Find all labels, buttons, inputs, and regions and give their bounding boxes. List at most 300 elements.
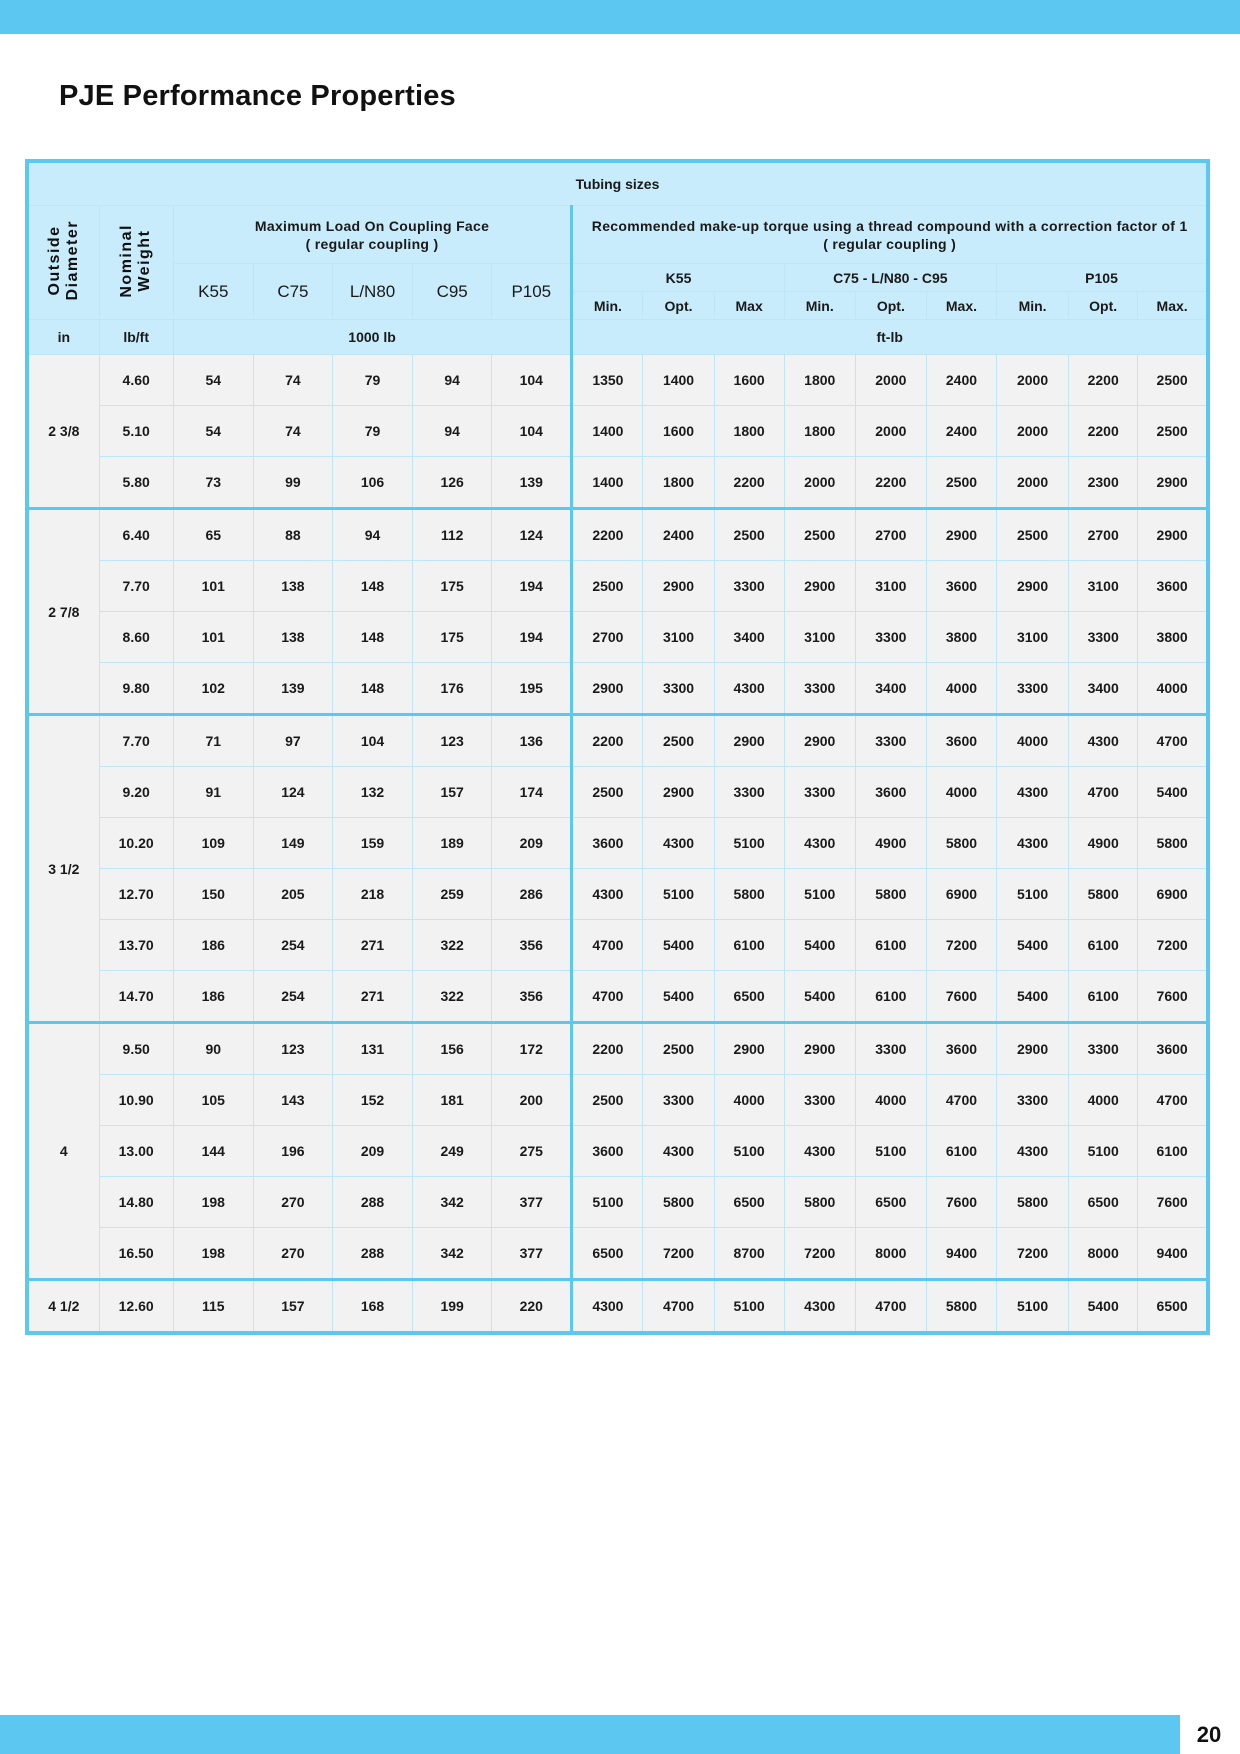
torque-cell: 5100 xyxy=(714,818,784,869)
torque-grade-c75-ln80-c95: C75 - L/N80 - C95 xyxy=(784,264,996,292)
torque-cell: 4700 xyxy=(572,971,643,1023)
torque-cell: 6900 xyxy=(926,869,996,920)
nominal-weight-cell: 5.80 xyxy=(99,457,173,509)
torque-cell: 3100 xyxy=(784,612,855,663)
torque-cell: 4700 xyxy=(643,1280,714,1334)
torque-cell: 5400 xyxy=(643,971,714,1023)
load-cell: 271 xyxy=(332,920,412,971)
torque-cell: 3300 xyxy=(784,1075,855,1126)
torque-cell: 3600 xyxy=(572,1126,643,1177)
load-cell: 377 xyxy=(492,1177,572,1228)
load-cell: 189 xyxy=(413,818,492,869)
load-cell: 181 xyxy=(413,1075,492,1126)
torque-cell: 3300 xyxy=(714,561,784,612)
table-row xyxy=(27,561,1208,612)
torque-cell: 3300 xyxy=(1069,1023,1138,1075)
load-cell: 138 xyxy=(253,612,332,663)
load-cell: 94 xyxy=(413,406,492,457)
outside-diameter-cell: 2 3/8 xyxy=(27,355,99,509)
load-cell: 186 xyxy=(173,971,253,1023)
torque-cell: 5100 xyxy=(714,1280,784,1334)
load-cell: 195 xyxy=(492,663,572,715)
torque-cell: 5800 xyxy=(855,869,926,920)
load-cell: 150 xyxy=(173,869,253,920)
torque-cell: 6500 xyxy=(855,1177,926,1228)
torque-cell: 5100 xyxy=(997,1280,1069,1334)
load-cell: 322 xyxy=(413,920,492,971)
outside-diameter-cell: 2 7/8 xyxy=(27,509,99,715)
load-cell: 218 xyxy=(332,869,412,920)
nominal-weight-cell: 9.80 xyxy=(99,663,173,715)
torque-cell: 2400 xyxy=(643,509,714,561)
torque-cell: 2200 xyxy=(855,457,926,509)
load-cell: 123 xyxy=(413,715,492,767)
torque-cell: 2200 xyxy=(1069,406,1138,457)
torque-cell: 3400 xyxy=(1069,663,1138,715)
torque-cell: 6100 xyxy=(1069,971,1138,1023)
torque-subcol-header: Max. xyxy=(1138,292,1208,320)
load-cell: 271 xyxy=(332,971,412,1023)
load-cell: 115 xyxy=(173,1280,253,1334)
torque-cell: 3600 xyxy=(1138,1023,1208,1075)
torque-cell: 2900 xyxy=(784,715,855,767)
load-cell: 131 xyxy=(332,1023,412,1075)
unit-od: in xyxy=(27,320,99,355)
torque-cell: 8700 xyxy=(714,1228,784,1280)
torque-cell: 5400 xyxy=(1138,767,1208,818)
torque-cell: 1600 xyxy=(714,355,784,406)
torque-subcol-header: Min. xyxy=(572,292,643,320)
load-cell: 220 xyxy=(492,1280,572,1334)
torque-cell: 2500 xyxy=(784,509,855,561)
torque-cell: 8000 xyxy=(855,1228,926,1280)
load-cell: 254 xyxy=(253,971,332,1023)
torque-cell: 5100 xyxy=(855,1126,926,1177)
max-load-header xyxy=(173,206,572,264)
table-row xyxy=(27,869,1208,920)
torque-cell: 5800 xyxy=(1069,869,1138,920)
torque-cell: 2200 xyxy=(572,1023,643,1075)
load-cell: 104 xyxy=(332,715,412,767)
load-cell: 79 xyxy=(332,406,412,457)
torque-cell: 5100 xyxy=(1069,1126,1138,1177)
performance-table-container xyxy=(25,159,1210,1335)
table-row xyxy=(27,457,1208,509)
nominal-weight-cell: 4.60 xyxy=(99,355,173,406)
outside-diameter-cell: 3 1/2 xyxy=(27,715,99,1023)
load-cell: 196 xyxy=(253,1126,332,1177)
load-cell: 90 xyxy=(173,1023,253,1075)
torque-cell: 2400 xyxy=(926,406,996,457)
load-cell: 198 xyxy=(173,1228,253,1280)
torque-subcol-header: Max xyxy=(714,292,784,320)
load-cell: 126 xyxy=(413,457,492,509)
torque-cell: 3600 xyxy=(926,715,996,767)
torque-cell: 6100 xyxy=(855,920,926,971)
table-row xyxy=(27,715,1208,767)
torque-cell: 2900 xyxy=(1138,509,1208,561)
table-row xyxy=(27,663,1208,715)
table-row xyxy=(27,1075,1208,1126)
torque-cell: 4900 xyxy=(1069,818,1138,869)
torque-cell: 2500 xyxy=(926,457,996,509)
torque-cell: 4000 xyxy=(997,715,1069,767)
load-cell: 101 xyxy=(173,561,253,612)
page-title: PJE Performance Properties xyxy=(59,80,456,112)
torque-cell: 4300 xyxy=(784,1126,855,1177)
load-cell: 73 xyxy=(173,457,253,509)
load-cell: 356 xyxy=(492,920,572,971)
torque-cell: 5400 xyxy=(997,920,1069,971)
torque-cell: 3300 xyxy=(997,1075,1069,1126)
table-row xyxy=(27,971,1208,1023)
torque-cell: 7600 xyxy=(926,971,996,1023)
load-cell: 124 xyxy=(492,509,572,561)
torque-cell: 2900 xyxy=(784,561,855,612)
torque-cell: 2000 xyxy=(997,355,1069,406)
torque-cell: 6500 xyxy=(572,1228,643,1280)
torque-cell: 3300 xyxy=(855,612,926,663)
torque-cell: 8000 xyxy=(1069,1228,1138,1280)
load-cell: 148 xyxy=(332,663,412,715)
torque-cell: 3300 xyxy=(855,715,926,767)
load-cell: 175 xyxy=(413,612,492,663)
load-cell: 54 xyxy=(173,355,253,406)
load-cell: 123 xyxy=(253,1023,332,1075)
nominal-weight-cell: 7.70 xyxy=(99,715,173,767)
torque-cell: 2000 xyxy=(784,457,855,509)
torque-cell: 4000 xyxy=(926,767,996,818)
torque-cell: 3300 xyxy=(855,1023,926,1075)
nominal-weight-cell: 10.90 xyxy=(99,1075,173,1126)
torque-subcol-header: Max. xyxy=(926,292,996,320)
load-cell: 198 xyxy=(173,1177,253,1228)
load-cell: 159 xyxy=(332,818,412,869)
torque-cell: 2900 xyxy=(926,509,996,561)
load-cell: 102 xyxy=(173,663,253,715)
load-cell: 109 xyxy=(173,818,253,869)
load-cell: 132 xyxy=(332,767,412,818)
load-cell: 322 xyxy=(413,971,492,1023)
outside-diameter-cell: 4 1/2 xyxy=(27,1280,99,1334)
torque-cell: 2700 xyxy=(572,612,643,663)
max-load-header-line1: Maximum Load On Coupling Face xyxy=(254,217,490,234)
torque-cell: 7200 xyxy=(997,1228,1069,1280)
torque-cell: 2500 xyxy=(572,561,643,612)
load-cell: 99 xyxy=(253,457,332,509)
torque-cell: 5100 xyxy=(784,869,855,920)
performance-table-body xyxy=(27,355,1208,1334)
load-grade-k55: K55 xyxy=(173,264,253,320)
load-cell: 65 xyxy=(173,509,253,561)
nominal-weight-cell: 9.50 xyxy=(99,1023,173,1075)
torque-cell: 3800 xyxy=(1138,612,1208,663)
outside-diameter-header xyxy=(27,206,99,320)
torque-header xyxy=(572,206,1208,264)
torque-cell: 2500 xyxy=(572,767,643,818)
nominal-weight-cell: 9.20 xyxy=(99,767,173,818)
load-cell: 254 xyxy=(253,920,332,971)
nominal-weight-cell: 13.70 xyxy=(99,920,173,971)
torque-grade-k55: K55 xyxy=(572,264,784,292)
load-cell: 377 xyxy=(492,1228,572,1280)
top-accent-bar xyxy=(0,0,1240,34)
load-cell: 148 xyxy=(332,561,412,612)
table-row xyxy=(27,509,1208,561)
torque-cell: 3600 xyxy=(926,561,996,612)
page-number: 20 xyxy=(1196,1722,1222,1747)
torque-cell: 6500 xyxy=(1069,1177,1138,1228)
torque-cell: 5100 xyxy=(714,1126,784,1177)
torque-cell: 3400 xyxy=(714,612,784,663)
torque-cell: 2000 xyxy=(997,406,1069,457)
torque-cell: 1350 xyxy=(572,355,643,406)
torque-cell: 2900 xyxy=(643,767,714,818)
torque-cell: 4300 xyxy=(1069,715,1138,767)
load-grade-p105: P105 xyxy=(492,264,572,320)
unit-weight: lb/ft xyxy=(99,320,173,355)
torque-cell: 4300 xyxy=(784,818,855,869)
torque-cell: 5800 xyxy=(1138,818,1208,869)
torque-cell: 1400 xyxy=(643,355,714,406)
torque-cell: 2700 xyxy=(855,509,926,561)
torque-cell: 4000 xyxy=(926,663,996,715)
nominal-weight-cell: 7.70 xyxy=(99,561,173,612)
torque-cell: 3600 xyxy=(926,1023,996,1075)
torque-cell: 4300 xyxy=(784,1280,855,1334)
load-cell: 200 xyxy=(492,1075,572,1126)
load-cell: 209 xyxy=(332,1126,412,1177)
load-cell: 288 xyxy=(332,1228,412,1280)
load-cell: 148 xyxy=(332,612,412,663)
torque-cell: 2200 xyxy=(572,715,643,767)
torque-cell: 4300 xyxy=(714,663,784,715)
torque-cell: 6500 xyxy=(1138,1280,1208,1334)
torque-cell: 5800 xyxy=(714,869,784,920)
load-cell: 138 xyxy=(253,561,332,612)
performance-table xyxy=(25,159,1210,1335)
torque-cell: 4000 xyxy=(855,1075,926,1126)
torque-cell: 5400 xyxy=(1069,1280,1138,1334)
load-grade-c75: C75 xyxy=(253,264,332,320)
table-row xyxy=(27,1177,1208,1228)
load-cell: 106 xyxy=(332,457,412,509)
load-cell: 71 xyxy=(173,715,253,767)
torque-cell: 4700 xyxy=(1138,1075,1208,1126)
torque-cell: 3800 xyxy=(926,612,996,663)
torque-cell: 7600 xyxy=(926,1177,996,1228)
torque-cell: 2200 xyxy=(1069,355,1138,406)
table-row xyxy=(27,767,1208,818)
nominal-weight-cell: 14.70 xyxy=(99,971,173,1023)
nominal-weight-cell: 5.10 xyxy=(99,406,173,457)
torque-cell: 7600 xyxy=(1138,1177,1208,1228)
load-grade-c95: C95 xyxy=(413,264,492,320)
torque-cell: 2900 xyxy=(643,561,714,612)
load-cell: 101 xyxy=(173,612,253,663)
load-cell: 74 xyxy=(253,355,332,406)
max-load-header-line2: ( regular coupling ) xyxy=(305,235,439,252)
torque-cell: 2200 xyxy=(714,457,784,509)
torque-cell: 3300 xyxy=(643,663,714,715)
load-cell: 91 xyxy=(173,767,253,818)
load-cell: 136 xyxy=(492,715,572,767)
torque-cell: 5800 xyxy=(926,818,996,869)
torque-cell: 5800 xyxy=(926,1280,996,1334)
torque-subcol-header: Min. xyxy=(997,292,1069,320)
torque-cell: 3600 xyxy=(572,818,643,869)
torque-cell: 3300 xyxy=(714,767,784,818)
torque-cell: 2900 xyxy=(714,1023,784,1075)
load-cell: 194 xyxy=(492,612,572,663)
outside-diameter-label: Outside Diameter xyxy=(45,220,81,301)
torque-cell: 3300 xyxy=(784,767,855,818)
torque-cell: 5800 xyxy=(997,1177,1069,1228)
load-cell: 152 xyxy=(332,1075,412,1126)
nominal-weight-label: Nominal Weight xyxy=(118,223,154,298)
load-cell: 174 xyxy=(492,767,572,818)
load-cell: 139 xyxy=(492,457,572,509)
torque-cell: 6100 xyxy=(1069,920,1138,971)
load-cell: 342 xyxy=(413,1177,492,1228)
load-cell: 288 xyxy=(332,1177,412,1228)
torque-cell: 4300 xyxy=(643,1126,714,1177)
load-cell: 157 xyxy=(253,1280,332,1334)
load-cell: 156 xyxy=(413,1023,492,1075)
torque-cell: 1400 xyxy=(572,406,643,457)
torque-cell: 2500 xyxy=(643,1023,714,1075)
load-cell: 88 xyxy=(253,509,332,561)
torque-cell: 4300 xyxy=(997,1126,1069,1177)
torque-subcol-header: Opt. xyxy=(855,292,926,320)
load-cell: 54 xyxy=(173,406,253,457)
torque-subcol-header: Opt. xyxy=(1069,292,1138,320)
load-cell: 104 xyxy=(492,355,572,406)
torque-cell: 2900 xyxy=(997,1023,1069,1075)
torque-cell: 4700 xyxy=(1138,715,1208,767)
torque-cell: 1800 xyxy=(714,406,784,457)
table-row xyxy=(27,1023,1208,1075)
torque-cell: 5400 xyxy=(643,920,714,971)
torque-cell: 6100 xyxy=(714,920,784,971)
torque-cell: 5400 xyxy=(784,971,855,1023)
torque-cell: 4300 xyxy=(572,869,643,920)
torque-cell: 3300 xyxy=(1069,612,1138,663)
torque-cell: 2000 xyxy=(855,406,926,457)
torque-cell: 2200 xyxy=(572,509,643,561)
torque-cell: 9400 xyxy=(1138,1228,1208,1280)
table-row xyxy=(27,1280,1208,1334)
load-cell: 157 xyxy=(413,767,492,818)
outside-diameter-cell: 4 xyxy=(27,1023,99,1280)
torque-cell: 2500 xyxy=(643,715,714,767)
torque-cell: 2000 xyxy=(855,355,926,406)
torque-grade-p105: P105 xyxy=(997,264,1208,292)
torque-cell: 5100 xyxy=(572,1177,643,1228)
load-cell: 79 xyxy=(332,355,412,406)
load-cell: 139 xyxy=(253,663,332,715)
nominal-weight-cell: 8.60 xyxy=(99,612,173,663)
torque-cell: 4000 xyxy=(1138,663,1208,715)
load-cell: 205 xyxy=(253,869,332,920)
torque-cell: 3600 xyxy=(855,767,926,818)
torque-cell: 2500 xyxy=(1138,406,1208,457)
torque-cell: 2400 xyxy=(926,355,996,406)
torque-cell: 4000 xyxy=(714,1075,784,1126)
torque-cell: 1800 xyxy=(784,355,855,406)
torque-cell: 4000 xyxy=(1069,1075,1138,1126)
torque-cell: 4300 xyxy=(643,818,714,869)
nominal-weight-cell: 16.50 xyxy=(99,1228,173,1280)
torque-cell: 1600 xyxy=(643,406,714,457)
torque-cell: 3100 xyxy=(855,561,926,612)
torque-cell: 2500 xyxy=(997,509,1069,561)
torque-cell: 2900 xyxy=(714,715,784,767)
unit-torque: ft-lb xyxy=(572,320,1208,355)
load-cell: 74 xyxy=(253,406,332,457)
torque-cell: 2700 xyxy=(1069,509,1138,561)
torque-cell: 3100 xyxy=(1069,561,1138,612)
torque-cell: 3100 xyxy=(997,612,1069,663)
load-cell: 259 xyxy=(413,869,492,920)
nominal-weight-header xyxy=(99,206,173,320)
table-row xyxy=(27,920,1208,971)
nominal-weight-cell: 12.70 xyxy=(99,869,173,920)
load-cell: 175 xyxy=(413,561,492,612)
torque-cell: 1800 xyxy=(643,457,714,509)
load-cell: 149 xyxy=(253,818,332,869)
torque-cell: 4700 xyxy=(1069,767,1138,818)
torque-cell: 2900 xyxy=(997,561,1069,612)
torque-header-line2: ( regular coupling ) xyxy=(823,235,957,252)
load-cell: 186 xyxy=(173,920,253,971)
torque-cell: 3300 xyxy=(784,663,855,715)
torque-subcol-header: Opt. xyxy=(643,292,714,320)
nominal-weight-cell: 6.40 xyxy=(99,509,173,561)
load-grade-ln80: L/N80 xyxy=(332,264,412,320)
load-cell: 94 xyxy=(332,509,412,561)
torque-cell: 2000 xyxy=(997,457,1069,509)
torque-cell: 9400 xyxy=(926,1228,996,1280)
torque-cell: 5400 xyxy=(997,971,1069,1023)
tubing-sizes-header: Tubing sizes xyxy=(27,161,1208,206)
torque-cell: 2900 xyxy=(784,1023,855,1075)
load-cell: 168 xyxy=(332,1280,412,1334)
load-cell: 275 xyxy=(492,1126,572,1177)
torque-cell: 3100 xyxy=(643,612,714,663)
load-cell: 342 xyxy=(413,1228,492,1280)
load-cell: 104 xyxy=(492,406,572,457)
torque-cell: 7600 xyxy=(1138,971,1208,1023)
torque-cell: 2900 xyxy=(1138,457,1208,509)
table-row xyxy=(27,1228,1208,1280)
torque-subcol-header: Min. xyxy=(784,292,855,320)
load-cell: 143 xyxy=(253,1075,332,1126)
torque-header-line1: Recommended make-up torque using a thread compound with a correction factor of 1 xyxy=(591,217,1188,234)
torque-cell: 2500 xyxy=(1138,355,1208,406)
torque-cell: 4700 xyxy=(572,920,643,971)
torque-cell: 6500 xyxy=(714,1177,784,1228)
load-cell: 94 xyxy=(413,355,492,406)
torque-cell: 6100 xyxy=(855,971,926,1023)
torque-cell: 7200 xyxy=(784,1228,855,1280)
torque-cell: 6500 xyxy=(714,971,784,1023)
nominal-weight-cell: 13.00 xyxy=(99,1126,173,1177)
torque-cell: 1400 xyxy=(572,457,643,509)
torque-cell: 4300 xyxy=(572,1280,643,1334)
load-cell: 144 xyxy=(173,1126,253,1177)
torque-cell: 6900 xyxy=(1138,869,1208,920)
